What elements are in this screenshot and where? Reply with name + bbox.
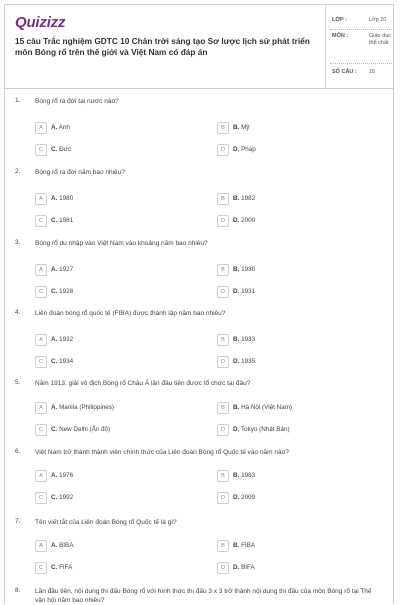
option-letter-box: D bbox=[217, 144, 229, 156]
option-letter-box: A bbox=[35, 334, 47, 346]
option-letter-box: B bbox=[217, 470, 229, 482]
option-text: 1930 bbox=[241, 266, 256, 273]
meta-key: LỚP : bbox=[332, 17, 347, 23]
option-letter-box: A bbox=[35, 402, 47, 414]
option-text: 2000 bbox=[241, 217, 256, 224]
option-text: Anh bbox=[58, 124, 70, 131]
option-text: 1981 bbox=[59, 217, 74, 224]
option-text: New Delhi (Ấn độ) bbox=[59, 426, 111, 433]
option-text: 2009 bbox=[241, 494, 256, 501]
option-letter-box: D bbox=[217, 424, 229, 436]
option-text: 1933 bbox=[241, 336, 256, 343]
option-letter-box: A bbox=[35, 264, 47, 276]
option-text: 1982 bbox=[241, 195, 256, 202]
option-text: Manila (Philippines) bbox=[59, 404, 115, 411]
question-text: Bóng rổ ra đời năm bao nhiêu? bbox=[35, 169, 125, 176]
option-letter-box: A bbox=[35, 193, 47, 205]
quiz-sheet: Quizizz 15 câu Trắc nghiệm GDTC 10 Chân trời sáng tạo Sơ lược lịch sử phát triển môn Bóng rổ trên thế giới và Việt Nam có đáp án LỚP : Lớp 10 MÔN : Giáo dục thể chất SỐ CÂU : 15 1. Bóng rổ ra đời tại nước nào? A A. Anh B B. Mỹ C C. Đức D D. Pháp 2. Bóng rổ ra đời năm bao nhiêu? A A. 1980 B B. 1982 C C. 1981 D D. 2000 3. Bóng rổ du nhập vào Việt Nam vào khoảng năm bao nhiêu? A A. 1927 B B. 1930 C C. 1928 D D. 1931 4. Liên đoàn bóng rổ quốc tế (FIBA) được thành lập năm bao nhiêu? A A. 1932 B B. 1933 C C. 1934 D D. 1935 5. Năm 1913, giải vô địch Bóng rổ Châu Á lần đầu tiên được tổ chức tại đâu? A A. Manila (Philippines) B B. Hà Nội (Việt Nam) C C. New Delhi (Ấn độ) D D. Tokyo (Nhật Bản) 6. Việt Nam trở thành thành viên chính thức của Liên đoàn Bóng rổ Quốc tế vào năm nào? A A. 1976 B B. 1983 C C. 1992 D D. 2009 7. Tên viết tắt của Liên đoàn Bóng rổ Quốc tế là gì? A A. BIBA B B. FIBA C C. FIFA D D. BIFA 8. Lần đầu tiên, nội dung thi đấu Bóng rổ với hình thức thi đấu 3 x 3 trở thành nội dung thi đấu của môn Bóng rổ tại Thế vận hội năm bao nhiêu? bbox=[4, 4, 394, 604]
question-number: 1. bbox=[15, 97, 21, 104]
option-text: BIBA bbox=[59, 542, 74, 549]
question-text: Bóng rổ ra đời tại nước nào? bbox=[35, 98, 119, 105]
quiz-header bbox=[5, 5, 393, 89]
option-letter-box: A bbox=[35, 122, 47, 134]
question-number: 4. bbox=[15, 309, 21, 316]
option-letter-box: B bbox=[217, 402, 229, 414]
option-text: 1932 bbox=[59, 336, 74, 343]
question-number: 5. bbox=[15, 379, 21, 386]
option-letter-box: C bbox=[35, 356, 47, 368]
option-letter-box: B bbox=[217, 122, 229, 134]
option-letter-box: C bbox=[35, 144, 47, 156]
option-text: 1992 bbox=[59, 494, 74, 501]
option-letter-box: C bbox=[35, 215, 47, 227]
option-letter-box: C bbox=[35, 424, 47, 436]
option-text: 1935 bbox=[241, 358, 256, 365]
option-text: FIFA bbox=[59, 564, 73, 571]
option-text: 1928 bbox=[59, 288, 74, 295]
option-letter-box: C bbox=[35, 286, 47, 298]
option-text: Đức bbox=[59, 146, 71, 153]
question-number: 6. bbox=[15, 448, 21, 455]
quizizz-logo: Quizizz bbox=[15, 14, 66, 31]
option-letter-box: B bbox=[217, 540, 229, 552]
option-letter-box: D bbox=[217, 215, 229, 227]
option-text: 1934 bbox=[59, 358, 74, 365]
question-text: Năm 1913, giải vô địch Bóng rổ Châu Á lần đầu tiên được tổ chức tại đâu? bbox=[35, 380, 251, 387]
option-letter-box: D bbox=[217, 286, 229, 298]
question-text: Liên đoàn bóng rổ quốc tế (FIBA) được thành lập năm bao nhiêu? bbox=[35, 310, 226, 317]
option-letter-box: B bbox=[217, 264, 229, 276]
option-text: Pháp bbox=[241, 146, 256, 153]
option-letter-box: B bbox=[217, 334, 229, 346]
question-number: 7. bbox=[15, 518, 21, 525]
option-letter-box: C bbox=[35, 562, 47, 574]
option-text: FIBA bbox=[241, 542, 256, 549]
question-text: Lần đầu tiên, nội dung thi đấu Bóng rổ với hình thức thi đấu 3 x 3 trở thành nội dung thi đấu của môn Bóng rổ tại Thế vận hội năm bao nhiêu? bbox=[35, 588, 372, 604]
meta-key: SỐ CÂU : bbox=[332, 69, 357, 75]
option-letter-box: D bbox=[217, 356, 229, 368]
option-letter-box: D bbox=[217, 492, 229, 504]
option-text: 1976 bbox=[59, 472, 74, 479]
option-letter-box: D bbox=[217, 562, 229, 574]
option-letter-box: A bbox=[35, 540, 47, 552]
option-text: 1927 bbox=[59, 266, 74, 273]
option-text: 1931 bbox=[241, 288, 256, 295]
question-text: Việt Nam trở thành thành viên chính thức của Liên đoàn Bóng rổ Quốc tế vào năm nào? bbox=[35, 449, 289, 456]
meta-value: Lớp 10 bbox=[369, 17, 387, 23]
divider bbox=[330, 63, 394, 64]
question-number: 2. bbox=[15, 168, 21, 175]
quiz-title: 15 câu Trắc nghiệm GDTC 10 Chân trời sáng tạo Sơ lược lịch sử phát triển môn Bóng rổ trên thế giới và Việt Nam có đáp án bbox=[15, 36, 310, 57]
option-text: Tokyo (Nhật Bản) bbox=[240, 426, 290, 433]
meta-key: MÔN : bbox=[332, 33, 349, 39]
question-number: 8. bbox=[15, 587, 21, 594]
option-text: BIFA bbox=[241, 564, 255, 571]
option-letter-box: A bbox=[35, 470, 47, 482]
divider bbox=[330, 29, 394, 30]
meta-value: Giáo dục thể chất bbox=[369, 33, 392, 46]
option-text: Mỹ bbox=[241, 124, 250, 131]
meta-value: 15 bbox=[369, 69, 376, 75]
option-letter-box: B bbox=[217, 193, 229, 205]
option-text: Hà Nội (Việt Nam) bbox=[241, 404, 293, 411]
question-text: Bóng rổ du nhập vào Việt Nam vào khoảng năm bao nhiêu? bbox=[35, 240, 208, 247]
question-number: 3. bbox=[15, 239, 21, 246]
question-text: Tên viết tắt của Liên đoàn Bóng rổ Quốc tế là gì? bbox=[35, 519, 177, 526]
option-text: 1980 bbox=[59, 195, 74, 202]
option-letter-box: C bbox=[35, 492, 47, 504]
option-text: 1983 bbox=[241, 472, 256, 479]
quiz-meta-panel bbox=[325, 5, 396, 88]
